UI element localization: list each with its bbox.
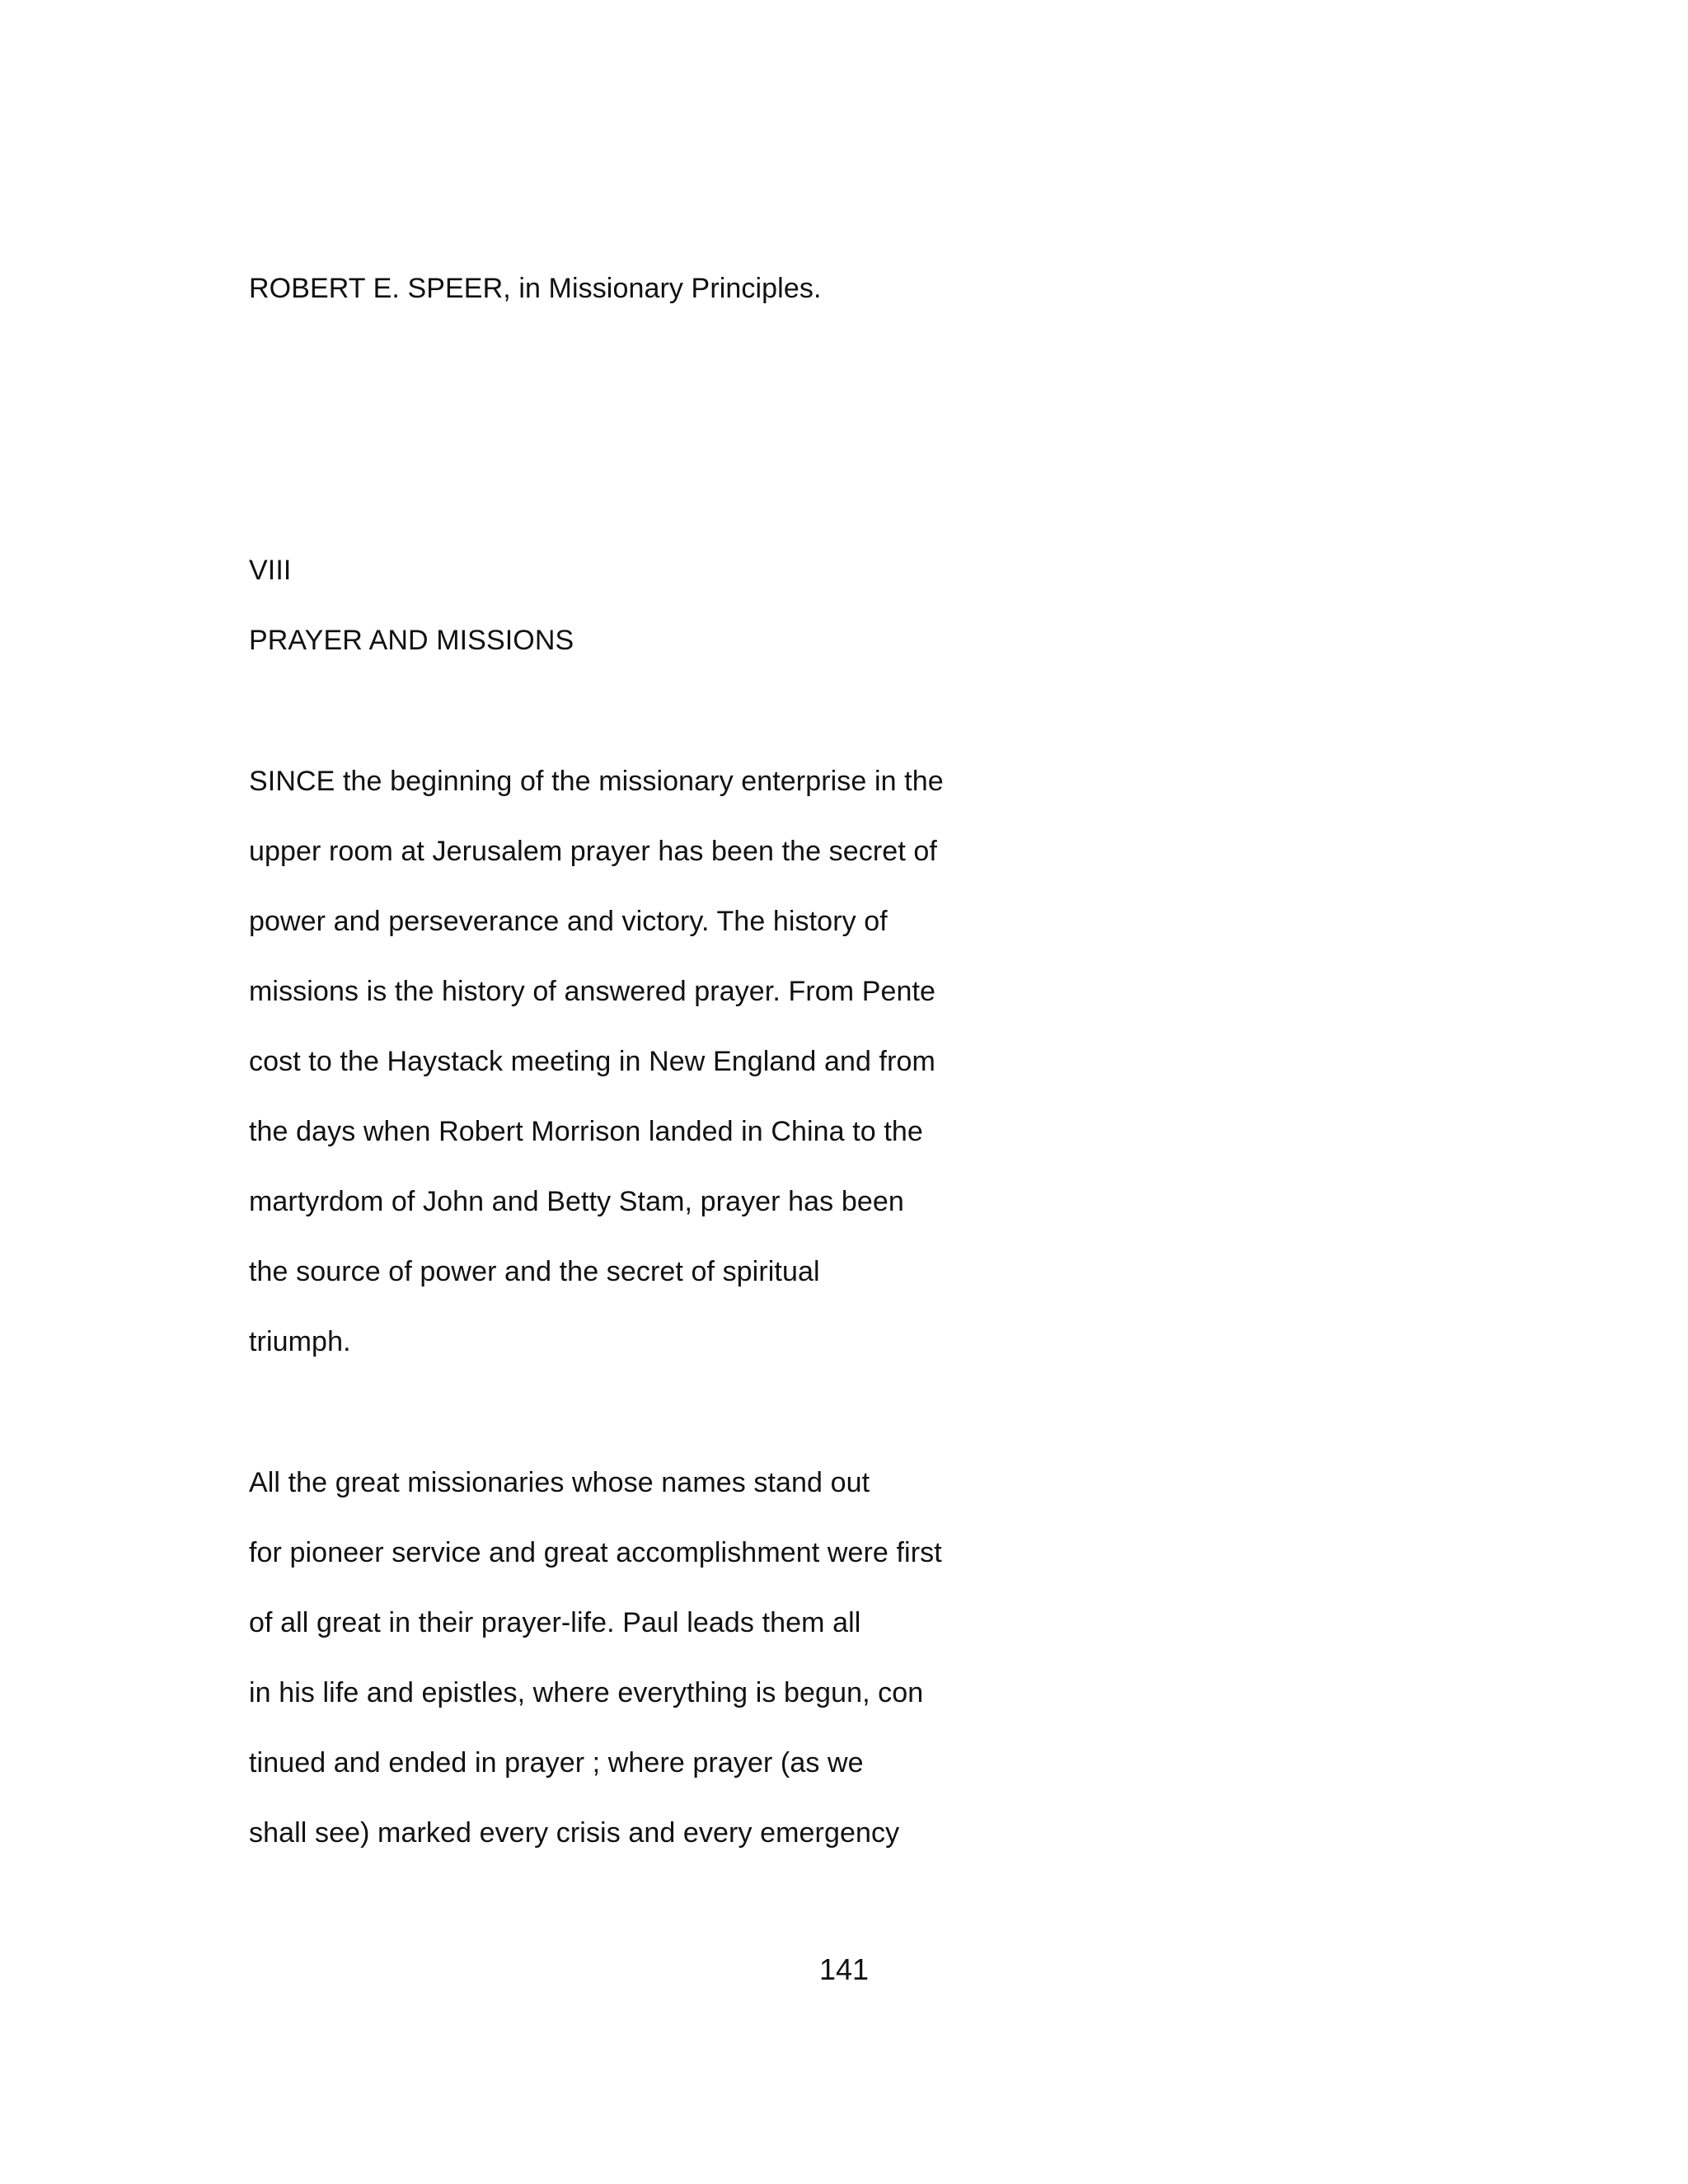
text-line: of all great in their prayer-life. Paul leads them all — [249, 1607, 861, 1638]
text-line: the source of power and the secret of spiritual — [249, 1256, 820, 1287]
text-line: power and perseverance and victory. The history of — [249, 906, 888, 937]
text-line: upper room at Jerusalem prayer has been the secret of — [249, 836, 937, 867]
page-number: 141 — [818, 1952, 870, 1986]
text-line: triumph. — [249, 1326, 351, 1357]
chapter-number: VIII — [249, 555, 292, 586]
text-line: missions is the history of answered prayer. From Pente — [249, 976, 936, 1007]
attribution-line: ROBERT E. SPEER, in Missionary Principles. — [249, 273, 822, 304]
chapter-title: PRAYER AND MISSIONS — [249, 625, 574, 656]
text-line: in his life and epistles, where everything is begun, con — [249, 1677, 924, 1708]
text-line: the days when Robert Morrison landed in China to the — [249, 1116, 923, 1147]
text-line: martyrdom of John and Betty Stam, prayer has been — [249, 1186, 904, 1217]
text-line: cost to the Haystack meeting in New England and from — [249, 1046, 935, 1077]
text-line: tinued and ended in prayer ; where prayer (as we — [249, 1747, 864, 1779]
text-line: SINCE the beginning of the missionary enterprise in the — [249, 766, 944, 797]
text-line: shall see) marked every crisis and every emergency — [249, 1817, 900, 1849]
text-line: All the great missionaries whose names stand out — [249, 1467, 870, 1498]
text-line: for pioneer service and great accomplishment were first — [249, 1537, 942, 1568]
